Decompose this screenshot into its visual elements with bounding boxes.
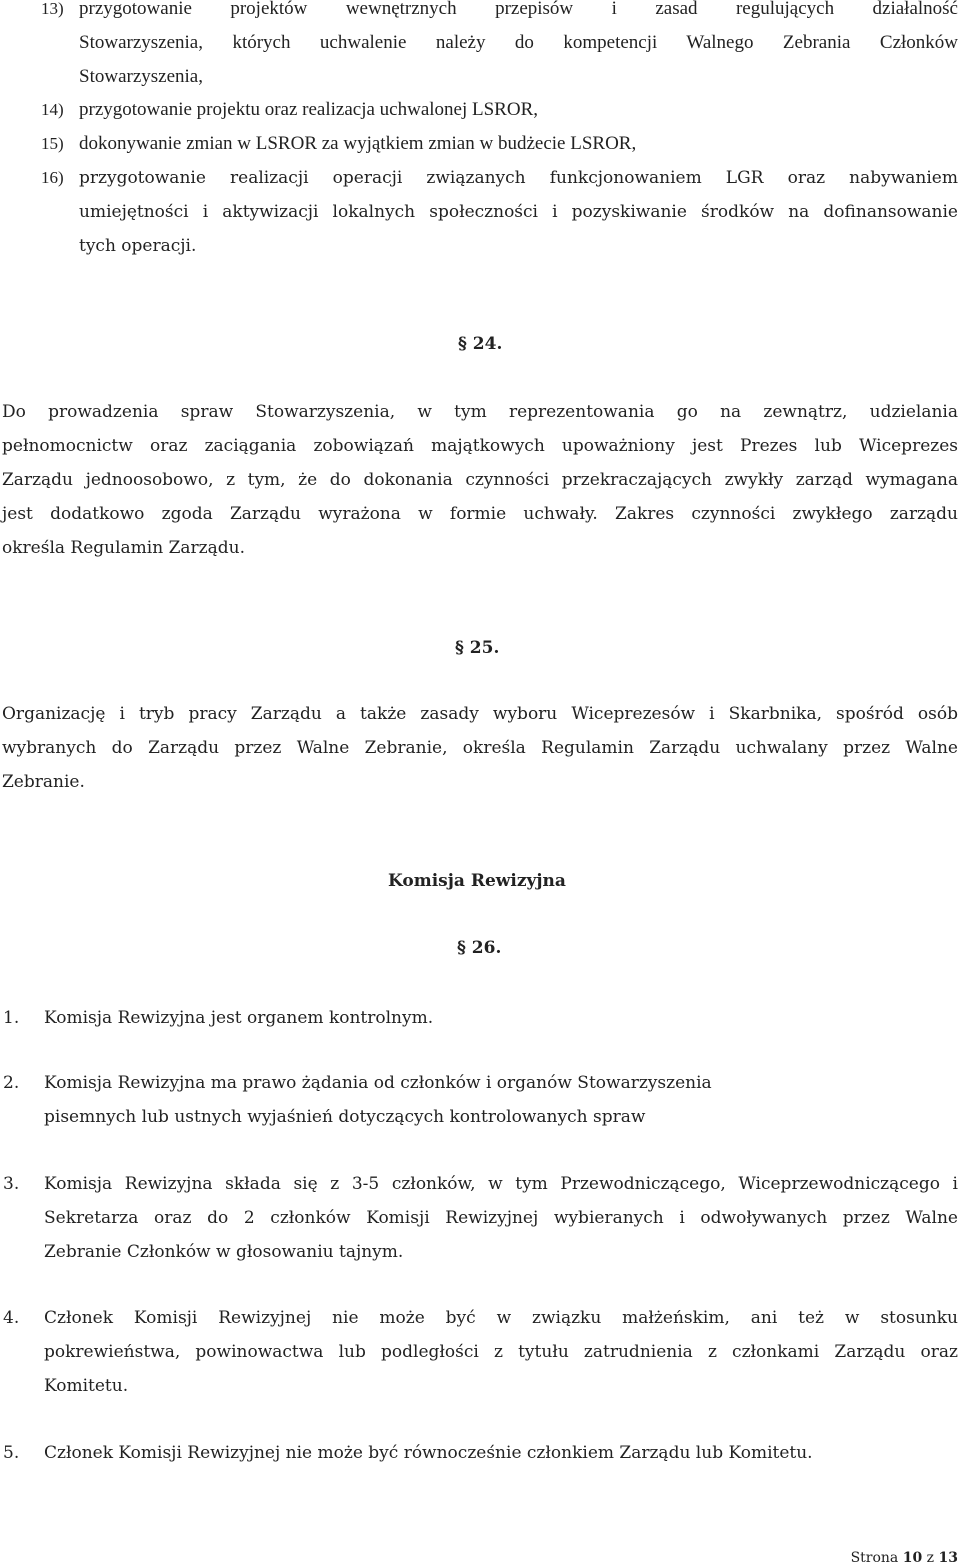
current-page-number: 10 [902,1550,923,1566]
paragraph-line: określa Regulamin Zarządu. [2,538,245,558]
item-text-line: Komisja Rewizyjna ma prawo żądania od członków i organów Stowarzyszenia [44,1073,712,1093]
page-number-footer [851,1549,958,1567]
item-text-line: pokrewieństwa, powinowactwa lub podległości z tytułu zatrudnienia z członkami Zarządu oraz [44,1342,958,1362]
item-number: 2. [3,1073,20,1093]
item-text-line: Komitetu. [44,1376,129,1396]
list-item-text-line: Stowarzyszenia, [79,66,203,87]
paragraph-line: pełnomocnictw oraz zaciągania zobowiązań majątkowych upoważniony jest Prezes lub Wiceprezes [2,436,958,456]
section-25-label: § 25. [455,638,500,658]
paragraph-line: Organizację i tryb pracy Zarządu a także zasady wyboru Wiceprezesów i Skarbnika, spośród osób [2,704,958,724]
list-item-number: 15) [41,134,64,153]
section-26-item-2 [0,1066,958,1134]
list-item-text-line: tych operacji. [79,236,197,256]
item-number: 5. [3,1443,20,1463]
komisja-rewizyjna-heading: Komisja Rewizyjna [388,871,566,891]
page-separator: z [926,1550,935,1566]
paragraph-line: Do prowadzenia spraw Stowarzyszenia, w tym reprezentowania go na zewnątrz, udzielania [2,402,958,422]
item-text-line: Sekretarza oraz do 2 członków Komisji Rewizyjnej wybieranych i odwoływanych przez Walne [44,1208,958,1228]
item-text-line: Członek Komisji Rewizyjnej nie może być w związku małżeńskim, ani też w stosunku [44,1308,958,1328]
section-24-paragraph [2,395,958,565]
list-item-number: 13) [41,0,64,18]
item-number: 4. [3,1308,20,1328]
list-item-text-line: Stowarzyszenia, których uchwalenie należy do kompetencji Walnego Zebrania Członków [79,32,958,53]
item-number: 3. [3,1174,20,1194]
list-item-text-line: umiejętności i aktywizacji lokalnych społeczności i pozyskiwanie środków na dofinansowanie [79,202,958,222]
list-item-text-line: przygotowanie projektu oraz realizacja uchwalonej LSROR, [79,99,538,120]
section-26-item-5 [0,1436,958,1470]
item-text-line: Komisja Rewizyjna jest organem kontrolnym. [44,1008,434,1028]
section-25-paragraph [2,697,958,799]
item-text-line: Zebranie Członków w głosowaniu tajnym. [44,1242,404,1262]
item-text-line: Członek Komisji Rewizyjnej nie może być równocześnie członkiem Zarządu lub Komitetu. [44,1443,813,1463]
section-26-item-3 [0,1167,958,1269]
total-pages-number: 13 [938,1550,958,1566]
list-item-text-line: przygotowanie projektów wewnętrznych przepisów i zasad regulujących działalność [79,0,958,19]
paragraph-line: jest dodatkowo zgoda Zarządu wyrażona w formie uchwały. Zakres czynności zwykłego zarządu [2,504,958,524]
section-26-item-1 [0,1001,958,1035]
list-item-13 [0,0,958,94]
list-item-14 [0,93,958,127]
list-item-15 [0,127,958,161]
list-item-16 [0,161,958,263]
paragraph-line: wybranych do Zarządu przez Walne Zebranie, określa Regulamin Zarządu uchwalany przez Walne [2,738,958,758]
item-number: 1. [3,1008,20,1028]
section-24-label: § 24. [458,334,503,354]
list-item-number: 14) [41,100,64,119]
paragraph-line: Zebranie. [2,772,85,792]
paragraph-line: Zarządu jednoosobowo, z tym, że do dokonania czynności przekraczających zwykły zarząd wymagana [2,470,958,490]
section-26-item-4 [0,1301,958,1403]
page-label: Strona [850,1550,899,1566]
item-text-line: pisemnych lub ustnych wyjaśnień dotyczących kontrolowanych spraw [44,1107,646,1127]
section-26-label: § 26. [457,938,502,958]
list-item-text-line: przygotowanie realizacji operacji związanych funkcjonowaniem LGR oraz nabywaniem [79,168,958,188]
list-item-number: 16) [41,168,64,187]
list-item-text-line: dokonywanie zmian w LSROR za wyjątkiem zmian w budżecie LSROR, [79,133,637,154]
item-text-line: Komisja Rewizyjna składa się z 3-5 członków, w tym Przewodniczącego, Wiceprzewodniczącego i [44,1174,958,1194]
